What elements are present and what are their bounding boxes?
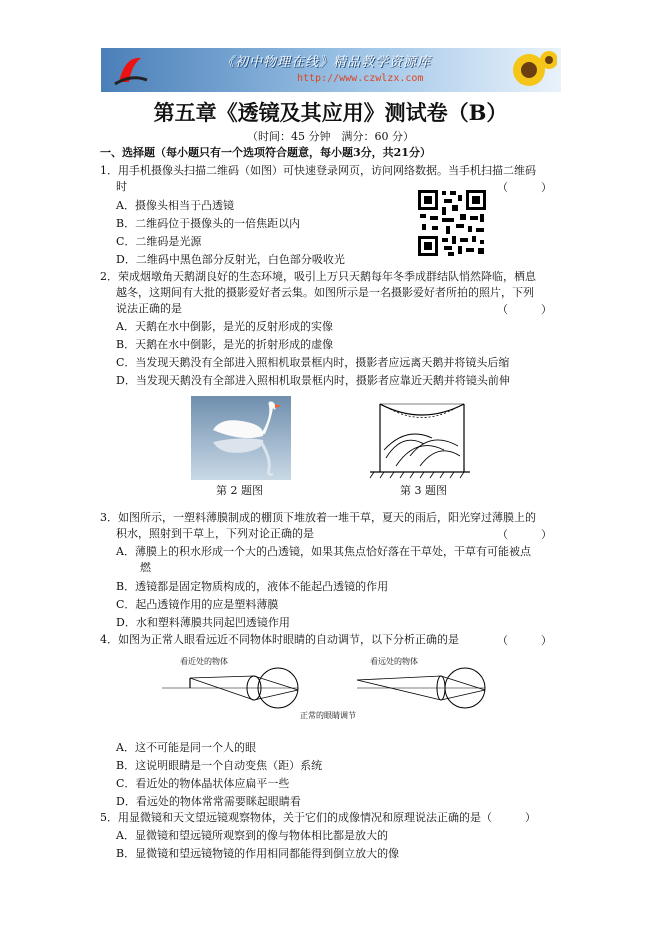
q1-stem-line1: 1．用手机摄像头扫描二维码（如图）可快速登录网页，访问网络数据。当手机扫描二维码 xyxy=(100,164,536,177)
page-subtitle: （时间：45 分钟 满分：60 分） xyxy=(247,130,414,143)
q3-stem-line1: 3．如图所示，一塑料薄膜制成的棚顶下堆放着一堆干草，夏天的雨后，阳光穿过薄膜上的 xyxy=(100,511,536,524)
fig4-caption: 正常的眼睛调节 xyxy=(300,711,356,720)
fig4-left-label: 看近处的物体 xyxy=(180,657,228,666)
fig3-caption: 第 3 题图 xyxy=(400,484,447,497)
eye-near-diagram xyxy=(160,666,300,712)
q2-option-a: A．天鹅在水中倒影，是光的反射形成的实像 xyxy=(116,320,333,333)
q2-option-d: D．当发现天鹅没有全部进入照相机取景框内时，摄影者应靠近天鹅并将镜头前伸 xyxy=(116,374,510,387)
q3-option-d: D．水和塑料薄膜共同起凹透镜作用 xyxy=(116,616,290,629)
q4-option-b: B．这说明眼睛是一个自动变焦（距）系统 xyxy=(116,759,323,772)
hay-shed-diagram xyxy=(366,396,472,480)
logo-icon xyxy=(111,52,151,88)
q3-option-a-line2: 燃 xyxy=(140,561,151,574)
q3-option-a-line1: A．薄膜上的积水形成一个大的凸透镜，如果其焦点恰好落在干草处，干草有可能被点 xyxy=(116,545,531,558)
fig2-caption: 第 2 题图 xyxy=(216,484,263,497)
q1-option-d: D．二维码中黑色部分反射光，白色部分吸收光 xyxy=(116,253,345,266)
qr-code-icon xyxy=(416,188,488,258)
banner-url: http://www.czwlzx.com xyxy=(297,73,424,84)
q5-stem: 5．用显微镜和天文望远镜观察物体，关于它们的成像情况和原理说法正确的是（ ） xyxy=(100,811,536,824)
q2-option-c: C．当发现天鹅没有全部进入照相机取景框内时，摄影者应远离天鹅并将镜头后缩 xyxy=(116,356,510,369)
sunflower-icon xyxy=(499,50,557,90)
banner-title: 《初中物理在线》精品教学资源库 xyxy=(221,55,432,70)
q2-stem-line1: 2．荣成烟墩角天鹅湖良好的生态环境，吸引上万只天鹅每年冬季成群结队悄然降临，栖息 xyxy=(100,270,536,283)
header-banner xyxy=(101,48,561,92)
q5-option-b: B．显微镜和望远镜物镜的作用相同都能得到倒立放大的像 xyxy=(116,847,400,860)
section-heading: 一、选择题（每小题只有一个选项符合题意，每小题3分，共21分） xyxy=(100,146,431,159)
q4-option-d: D．看远处的物体常常需要眯起眼睛看 xyxy=(116,795,301,808)
q1-option-b: B．二维码位于摄像头的一倍焦距以内 xyxy=(116,217,301,230)
q5-option-a: A．显微镜和望远镜所观察到的像与物体相比都是放大的 xyxy=(116,829,388,842)
q2-answer-paren: （ ） xyxy=(497,303,552,316)
q4-answer-paren: （ ） xyxy=(497,634,552,647)
q1-stem-line2: 时 xyxy=(116,180,127,193)
eye-far-diagram xyxy=(355,666,495,712)
q2-stem-line2: 越冬，这期间有大批的摄影爱好者云集。如图所示是一名摄影爱好者所拍的照片，下列 xyxy=(116,286,534,299)
q3-answer-paren: （ ） xyxy=(497,528,552,541)
q3-option-b: B．透镜都是固定物质构成的，液体不能起凸透镜的作用 xyxy=(116,580,389,593)
q4-stem: 4．如图为正常人眼看远近不同物体时眼睛的自动调节，以下分析正确的是 xyxy=(100,633,459,646)
q2-stem-line3: 说法正确的是 xyxy=(116,302,182,315)
fig4-right-label: 看远处的物体 xyxy=(370,657,418,666)
q4-option-c: C．看近处的物体晶状体应扁平一些 xyxy=(116,777,290,790)
q4-option-a: A．这不可能是同一个人的眼 xyxy=(116,741,256,754)
q1-option-a: A．摄像头相当于凸透镜 xyxy=(116,199,234,212)
q2-option-b: B．天鹅在水中倒影，是光的折射形成的虚像 xyxy=(116,338,334,351)
swan-photo xyxy=(191,396,291,480)
page-title: 第五章《透镜及其应用》测试卷（B） xyxy=(153,100,508,125)
q3-option-c: C．起凸透镜作用的应是塑料薄膜 xyxy=(116,598,279,611)
q3-stem-line2: 积水，照射到干草上，下列对论正确的是 xyxy=(116,527,314,540)
q1-option-c: C．二维码是光源 xyxy=(116,235,202,248)
q1-answer-paren: （ ） xyxy=(497,181,552,194)
